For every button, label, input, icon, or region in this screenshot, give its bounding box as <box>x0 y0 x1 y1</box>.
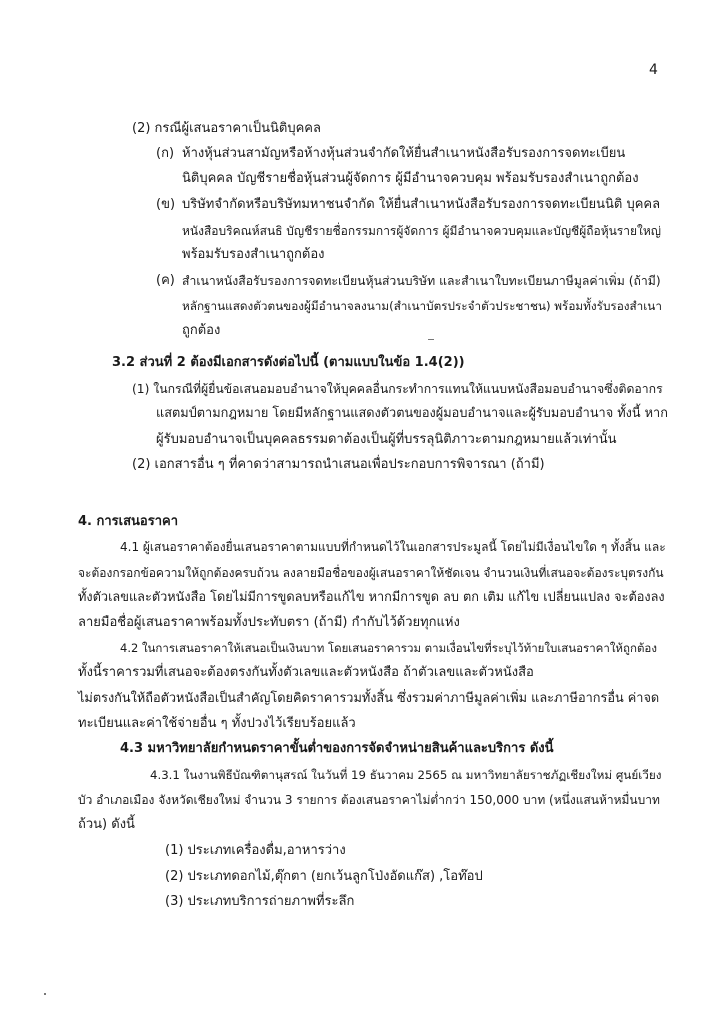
p42-line3: ไม่ตรงกันให้ถือตัวหนังสือเป็นสำคัญโดยคิดราคารวมทั้งสิ้น ซึ่งรวมค่าภาษีมูลค่าเพิ่ม และภาษีอากรอื่น ค่าจด <box>78 691 660 706</box>
list-item-1: (1) ประเภทเครื่องดื่ม,อาหารว่าง <box>165 843 346 858</box>
section-4-heading: 4. การเสนอราคา <box>78 514 179 529</box>
p42-line2: ทั้งนี้ราคารวมที่เสนอจะต้องตรงกันทั้งตัวเลขและตัวหนังสือ ถ้าตัวเลขและตัวหนังสือ <box>78 665 534 680</box>
section-3-2-item2: (2) เอกสารอื่น ๆ ที่คาดว่าสามารถนำเสนอเพื่อประกอบการพิจารณา (ถ้ามี) <box>132 457 545 472</box>
item2-sub-ka-line1: ห้างหุ้นส่วนสามัญหรือห้างหุ้นส่วนจำกัดให้ยื่นสำเนาหนังสือรับรองการจดทะเบียน <box>182 146 626 161</box>
item2-sub-ka-line2: นิติบุคคล บัญชีรายชื่อหุ้นส่วนผู้จัดการ ผู้มีอำนาจควบคุม พร้อมรับรองสำเนาถูกต้อง <box>182 171 639 186</box>
item2-sub-kho-khwai-line2: หลักฐานแสดงตัวตนของผู้มีอำนาจลงนาม(สำเนาบัตรประจำตัวประชาชน) พร้อมทั้งรับรองสำเนา <box>182 299 662 313</box>
item2-heading: (2) กรณีผู้เสนอราคาเป็นนิติบุคคล <box>132 121 321 136</box>
page-number: 4 <box>649 62 658 78</box>
item2-sub-kho-khwai-line1: สำเนาหนังสือรับรองการจดทะเบียนหุ้นส่วนบริษัท และสำเนาใบทะเบียนภาษีมูลค่าเพิ่ม (ถ้ามี) <box>182 274 661 288</box>
p431-line1: 4.3.1 ในงานพิธีบัณฑิตานุสรณ์ ในวันที่ 19 ธันวาคม 2565 ณ มหาวิทยาลัยราชภัฏเชียงใหม่ ศูนย์เวียง <box>150 768 662 782</box>
item2-sub-kho-line1: บริษัทจำกัดหรือบริษัทมหาชนจำกัด ให้ยื่นสำเนาหนังสือรับรองการจดทะเบียนนิติ บุคคล <box>182 197 661 212</box>
p42-line1: 4.2 ในการเสนอราคาให้เสนอเป็นเงินบาท โดยเสนอราคารวม ตามเงื่อนไขที่ระบุไว้ท้ายใบเสนอราคาให้ถูกต้อง <box>120 641 657 655</box>
item2-sub-label-kho: (ข) <box>156 197 176 212</box>
section-3-2-item1-line3: ผู้รับมอบอำนาจเป็นบุคคลธรรมดาต้องเป็นผู้ที่บรรลุนิติภาวะตามกฎหมายแล้วเท่านั้น <box>156 432 617 447</box>
p41-line4: ลายมือชื่อผู้เสนอราคาพร้อมทั้งประทับตรา (ถ้ามี) กำกับไว้ด้วยทุกแห่ง <box>78 615 460 630</box>
list-item-3: (3) ประเภทบริการถ่ายภาพที่ระลึก <box>165 894 355 909</box>
p431-line2: บัว อำเภอเมือง จังหวัดเชียงใหม่ จำนวน 3 รายการ ต้องเสนอราคาไม่ต่ำกว่า 150,000 บาท (หนึ่งแสนห้าหมื่นบาท <box>78 793 660 807</box>
item2-sub-label-kho-khwai: (ค) <box>156 273 175 288</box>
item2-sub-kho-khwai-line3: ถูกต้อง <box>182 323 221 338</box>
p41-line1: 4.1 ผู้เสนอราคาต้องยื่นเสนอราคาตามแบบที่กำหนดไว้ในเอกสารประมูลนี้ โดยไม่มีเงื่อนไขใด ๆ ทั้งสิ้น และ <box>120 540 666 554</box>
p41-line3: ทั้งตัวเลขและตัวหนังสือ โดยไม่มีการขูดลบหรือแก้ไข หากมีการขูด ลบ ตก เติม แก้ไข เปลี่ยนแปลง จะต้องลง <box>78 590 665 605</box>
list-item-2: (2) ประเภทดอกไม้,ตุ๊กตา (ยกเว้นลูกโป่งอัดแก๊ส) ,โอท๊อป <box>165 869 483 884</box>
item2-sub-kho-line2: หนังสือบริคณห์สนธิ บัญชีรายชื่อกรรมการผู้จัดการ ผู้มีอำนาจควบคุมและบัญชีผู้ถือหุ้นรายใหญ่ <box>182 224 662 238</box>
section-3-2-item1-line2: แสตมป์ตามกฎหมาย โดยมีหลักฐานแสดงตัวตนของผู้มอบอำนาจและผู้รับมอบอำนาจ ทั้งนี้ หาก <box>156 406 668 421</box>
p42-line4: ทะเบียนและค่าใช้จ่ายอื่น ๆ ทั้งปวงไว้เรียบร้อยแล้ว <box>78 716 356 731</box>
p43-heading: 4.3 มหาวิทยาลัยกำหนดราคาขั้นต่ำของการจัดจำหน่ายสินค้าและบริการ ดังนี้ <box>120 741 554 756</box>
stray-mark <box>428 339 434 340</box>
p41-line2: จะต้องกรอกข้อความให้ถูกต้องครบถ้วน ลงลายมือชื่อของผู้เสนอราคาให้ชัดเจน จำนวนเงินที่เสนอจะต้องระบุตรงกัน <box>78 566 664 580</box>
item2-sub-label-ka: (ก) <box>156 146 175 161</box>
item2-sub-kho-line3: พร้อมรับรองสำเนาถูกต้อง <box>182 247 325 262</box>
section-3-2-heading: 3.2 ส่วนที่ 2 ต้องมีเอกสารดังต่อไปนี้ (ตามแบบในข้อ 1.4(2)) <box>112 355 465 370</box>
stray-dot <box>44 993 46 995</box>
p431-line3: ถ้วน) ดังนี้ <box>78 817 135 832</box>
section-3-2-item1-line1: (1) ในกรณีที่ผู้ยื่นข้อเสนอมอบอำนาจให้บุคคลอื่นกระทำการแทนให้แนบหนังสือมอบอำนาจซึ่งติดอากร <box>132 382 663 396</box>
